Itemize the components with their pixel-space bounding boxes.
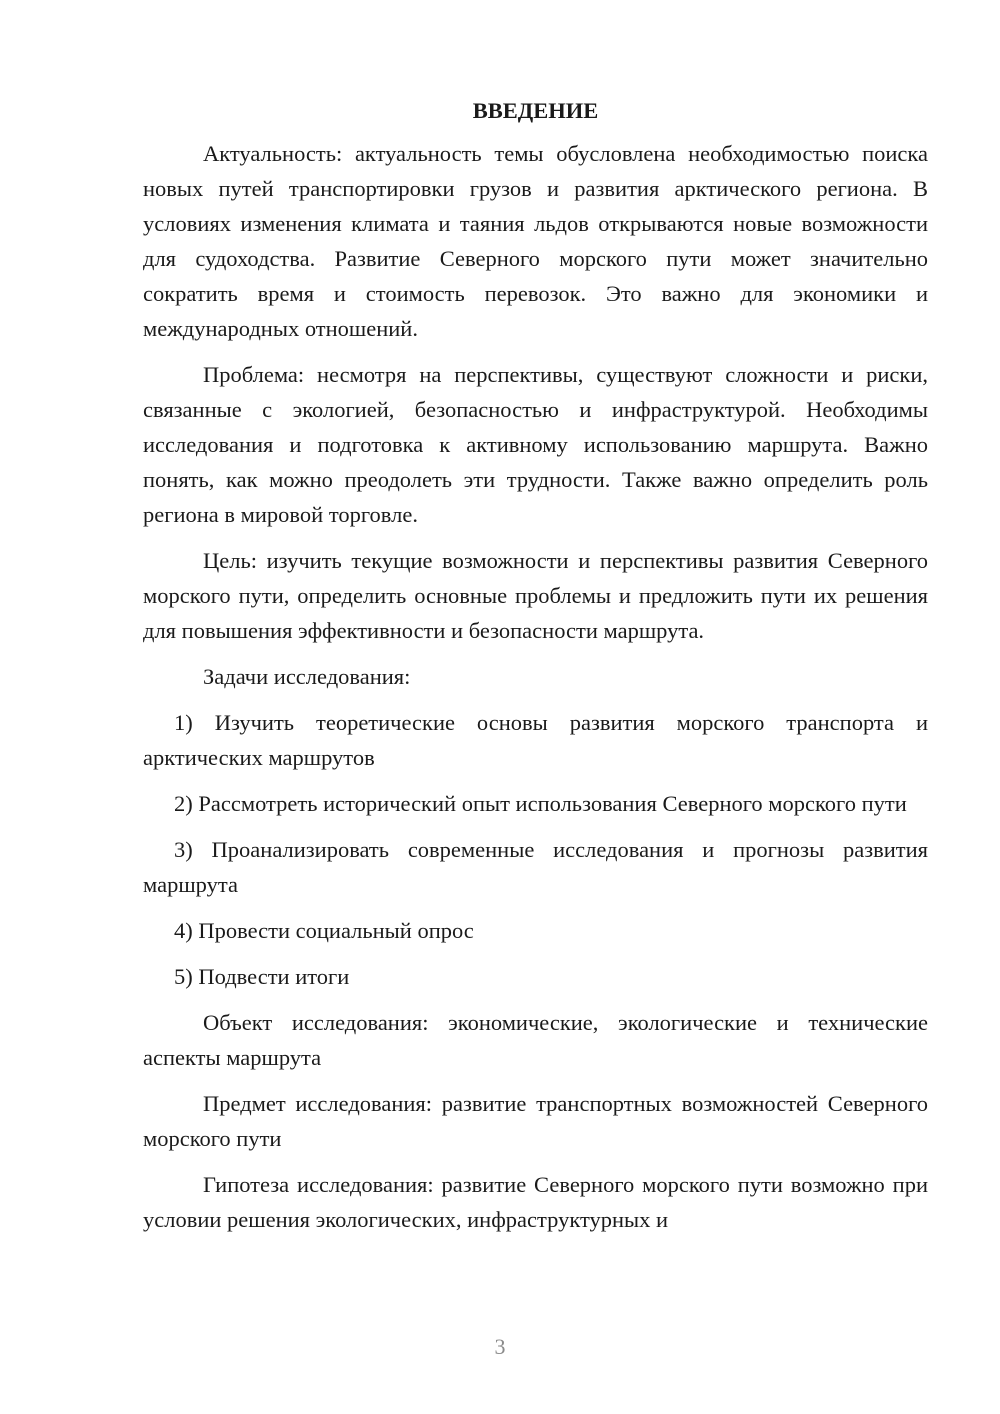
section-title: ВВЕДЕНИЕ (472, 98, 599, 123)
task-item: 5) Подвести итоги (174, 964, 350, 989)
document-page (143, 96, 928, 1248)
paragraph-object: Объект исследования: экономические, экологические и технические аспекты маршрута (143, 1010, 928, 1070)
paragraph-goal: Цель: изучить текущие возможности и перспективы развития Северного морского пути, определить основные проблемы и предложить пути их решения для повышения эффективности и безопасности маршрута. (143, 548, 928, 643)
paragraph-subject: Предмет исследования: развитие транспортных возможностей Северного морского пути (143, 1091, 928, 1151)
paragraph-relevance: Актуальность: актуальность темы обусловлена необходимостью поиска новых путей транспортировки грузов и развития арктического региона. В условиях изменения климата и таяния льдов открываются новые возможности для судоходства. Развитие Северного морского пути может значительно сократить время и стоимость перевозок. Это важно для экономики и международных отношений. (143, 141, 928, 341)
task-item: 2) Рассмотреть исторический опыт использования Северного морского пути (174, 791, 907, 816)
page-number: 3 (494, 1334, 506, 1359)
task-item: 4) Провести социальный опрос (174, 918, 474, 943)
task-item: 3) Проанализировать современные исследования и прогнозы развития маршрута (143, 837, 928, 897)
paragraph-hypothesis: Гипотеза исследования: развитие Северного морского пути возможно при условии решения экологических, инфраструктурных и (143, 1172, 928, 1232)
task-item: 1) Изучить теоретические основы развития морского транспорта и арктических маршрутов (143, 710, 928, 770)
paragraph-problem: Проблема: несмотря на перспективы, существуют сложности и риски, связанные с экологией, безопасностью и инфраструктурой. Необходимы исследования и подготовка к активному использованию маршрута. Важно понять, как можно преодолеть эти трудности. Также важно определить роль региона в мировой торговле. (143, 362, 928, 527)
paragraph-tasks-heading: Задачи исследования: (203, 664, 411, 689)
